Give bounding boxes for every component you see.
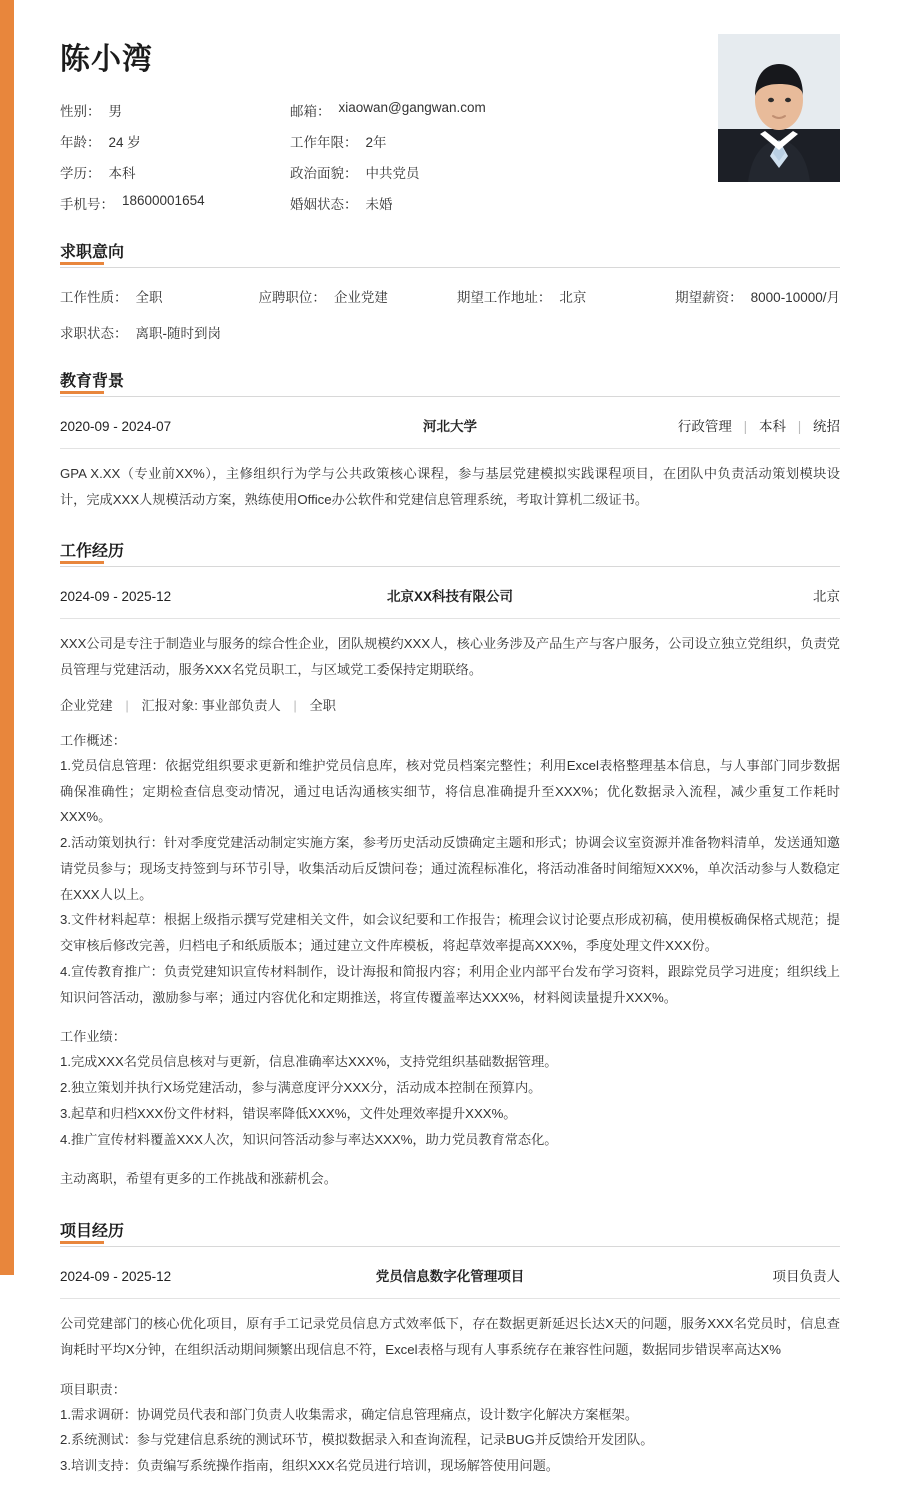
project-name: 党员信息数字化管理项目 [375, 1269, 525, 1285]
section-divider [60, 267, 840, 268]
work-overview-item: 3.文件材料起草：根据上级指示撰写党建相关文件，如会议纪要和工作报告；梳理会议讨论要点形成初稿，使用模板确保格式规范；提交审核后修改完善，归档电子和纸质版本；通过建立文件库模板，将起草效率提高XXX%，季度处理文件XXX份。 [60, 912, 840, 954]
education-description: GPA X.XX（专业前XX%），主修组织行为学与公共政策核心课程，参与基层党建模拟实践课程项目，在团队中负责活动策划模块设计，完成XXX人规模活动方案，熟练使用Office办公软件和党建信息管理系统，考取计算机二级证书。 [60, 466, 840, 507]
intention-row-2 [60, 322, 840, 342]
work-overview-block [60, 728, 840, 1010]
section-title: 工作经历 [60, 543, 125, 561]
work-achievement-item: 1.完成XXX名党员信息核对与更新，信息准确率达XXX%，支持党组织基础数据管理。 [60, 1054, 558, 1070]
project-duty-title: 项目职责： [60, 1381, 126, 1397]
work-tags [60, 695, 840, 714]
intention-salary [675, 286, 840, 306]
entry-divider [60, 448, 840, 449]
section-header [60, 1218, 840, 1247]
education-admission-type: 统招 [813, 419, 840, 434]
section-accent-underline [60, 1241, 104, 1244]
work-location: 北京 [813, 589, 840, 605]
field-label: 期望工作地址： [456, 290, 552, 305]
work-achievement-item: 2.独立策划并执行X场党建活动，参与满意度评分XXX分，活动成本控制在预算内。 [60, 1080, 542, 1096]
intention-job-nature [60, 286, 258, 306]
education-degree: 本科 [758, 419, 786, 434]
info-value: 本科 [108, 166, 136, 181]
section-title: 项目经历 [60, 1223, 125, 1241]
section-header [60, 368, 840, 397]
info-label: 学历： [60, 166, 101, 181]
field-value: 企业党建 [333, 290, 388, 305]
education-school: 河北大学 [423, 419, 477, 434]
work-overview-item: 4.宣传教育推广：负责党建知识宣传材料制作，设计海报和简报内容；利用企业内部平台发布学习资料，跟踪党员学习进度；组织线上知识问答活动，激励参与率；通过内容优化和定期推送，将宣传覆盖率达XXX%，材料阅读量提升XXX%。 [60, 963, 840, 1005]
education-entry-header [60, 415, 840, 435]
section-divider [60, 1246, 840, 1247]
section-accent-underline [60, 262, 104, 265]
work-date: 2024-09 - 2025-12 [60, 589, 172, 605]
project-entry-header [60, 1265, 840, 1285]
work-footer-note: 主动离职，希望有更多的工作挑战和涨薪机会。 [60, 1171, 337, 1187]
section-header [60, 239, 840, 268]
work-company: 北京XX科技有限公司 [386, 589, 513, 605]
field-label: 期望薪资： [675, 290, 743, 305]
field-label: 应聘职位： [258, 290, 326, 305]
project-duty-item: 1.需求调研：协调党员代表和部门负责人收集需求，确定信息管理痛点，设计数字化解决方案框架。 [60, 1406, 639, 1422]
work-achievement-block [60, 1024, 840, 1152]
work-company-description: XXX公司是专注于制造业与服务的综合性企业，团队规模约XXX人，核心业务涉及产品生产与客户服务，公司设立独立党组织，负责党员管理与党建活动，服务XXX名党员职工，与区域党工委保持定期联络。 [60, 636, 840, 678]
work-overview-item: 1.党员信息管理：依据党组织要求更新和维护党员信息库，核对党员档案完整性；利用Excel表格整理基本信息，与人事部门同步数据确保准确性；定期检查信息变动情况，通过电话沟通核实细节，将信息准确提升至XXX%；优化数据录入流程，减少重复工作耗时XXX%。 [60, 758, 840, 825]
section-title: 求职意向 [60, 244, 125, 261]
field-value: 离职-随时到岗 [135, 326, 221, 341]
intention-position [258, 286, 456, 306]
section-education [60, 368, 840, 512]
info-label: 工作年限： [290, 135, 358, 150]
education-meta [570, 415, 840, 435]
section-title: 教育背景 [60, 373, 125, 390]
work-achievement-title: 工作业绩： [60, 1029, 126, 1045]
field-label: 求职状态： [60, 326, 128, 341]
section-project-experience [60, 1218, 840, 1479]
field-value: 8000-10000/月 [750, 290, 840, 305]
resume-header [60, 0, 840, 213]
info-item-political-status [290, 162, 660, 182]
meta-separator: | [293, 697, 297, 713]
project-duty-item: 3.培训支持：负责编写系统操作指南，组织XXX名党员进行培训，现场解答使用问题。 [60, 1458, 559, 1474]
work-achievement-item: 4.推广宣传材料覆盖XXX人次，知识问答活动参与率达XXX%，助力党员教育常态化。 [60, 1131, 558, 1147]
work-tag-position: 企业党建 [60, 697, 113, 713]
info-item-gender [60, 100, 290, 120]
info-label: 婚姻状态： [290, 197, 358, 212]
info-item-email [290, 100, 660, 120]
entry-divider [60, 1298, 840, 1299]
intention-location [457, 286, 675, 306]
work-entry-header [60, 585, 840, 605]
intention-status [60, 322, 260, 342]
meta-separator: | [125, 697, 129, 713]
info-value: xiaowan@gangwan.com [338, 100, 486, 115]
work-tag-report-to: 汇报对象: 事业部负责人 [141, 697, 281, 713]
work-overview-title: 工作概述： [60, 732, 126, 748]
section-divider [60, 396, 840, 397]
avatar [718, 34, 840, 182]
entry-divider [60, 618, 840, 619]
info-item-experience-years [290, 131, 660, 151]
field-value: 全职 [135, 290, 163, 305]
work-overview-item: 2.活动策划执行：针对季度党建活动制定实施方案，参考历史活动反馈确定主题和形式；协调会议室资源并准备物料清单，发送通知邀请党员参与；现场支持签到与环节引导，收集活动后反馈问卷；通过流程标准化，将活动准备时间缩短XXX%，单次活动参与人数稳定在XXX人以上。 [60, 835, 840, 902]
info-label: 性别： [60, 104, 101, 119]
meta-separator: | [743, 419, 748, 434]
info-value: 2年 [365, 135, 387, 150]
candidate-name: 陈小湾 [60, 43, 153, 76]
education-major: 行政管理 [677, 419, 732, 434]
intention-row [60, 286, 840, 306]
project-duty-item: 2.系统测试：参与党建信息系统的测试环节，模拟数据录入和查询流程，记录BUG并反馈给开发团队。 [60, 1432, 654, 1448]
basic-info-grid [60, 100, 660, 213]
section-accent-underline [60, 561, 104, 564]
field-label: 工作性质： [60, 290, 128, 305]
info-item-degree [60, 162, 290, 182]
info-value: 男 [108, 104, 122, 119]
section-header [60, 538, 840, 567]
work-achievement-item: 3.起草和归档XXX份文件材料，错误率降低XXX%，文件处理效率提升XXX%。 [60, 1105, 517, 1121]
info-label: 年龄： [60, 135, 101, 150]
info-value: 18600001654 [122, 193, 205, 208]
project-duty-block [60, 1377, 840, 1479]
education-date: 2020-09 - 2024-07 [60, 419, 172, 434]
info-item-phone [60, 193, 290, 213]
project-role: 项目负责人 [772, 1269, 840, 1285]
section-job-intention [60, 239, 840, 342]
work-tag-job-type: 全职 [309, 697, 336, 713]
info-item-age [60, 131, 290, 151]
field-value: 北京 [559, 290, 587, 305]
info-label: 政治面貌： [290, 166, 358, 181]
section-divider [60, 566, 840, 567]
info-value: 24 岁 [108, 135, 141, 150]
info-value: 中共党员 [365, 166, 420, 181]
info-value: 未婚 [365, 197, 393, 212]
project-date: 2024-09 - 2025-12 [60, 1269, 172, 1285]
meta-separator: | [797, 419, 802, 434]
project-description: 公司党建部门的核心优化项目，原有手工记录党员信息方式效率低下，存在数据更新延迟长达X天的问题，服务XXX名党员时，信息查询耗时平均X分钟，在组织活动期间频繁出现信息不符，Excel表格与现有人事系统存在兼容性问题，数据同步错误率高达X% [60, 1316, 840, 1357]
info-label: 邮箱： [290, 104, 331, 119]
section-work-experience [60, 538, 840, 1192]
info-label: 手机号： [60, 197, 114, 212]
section-accent-underline [60, 391, 104, 394]
info-item-marital-status [290, 193, 660, 213]
accent-sidebar [0, 0, 14, 1275]
